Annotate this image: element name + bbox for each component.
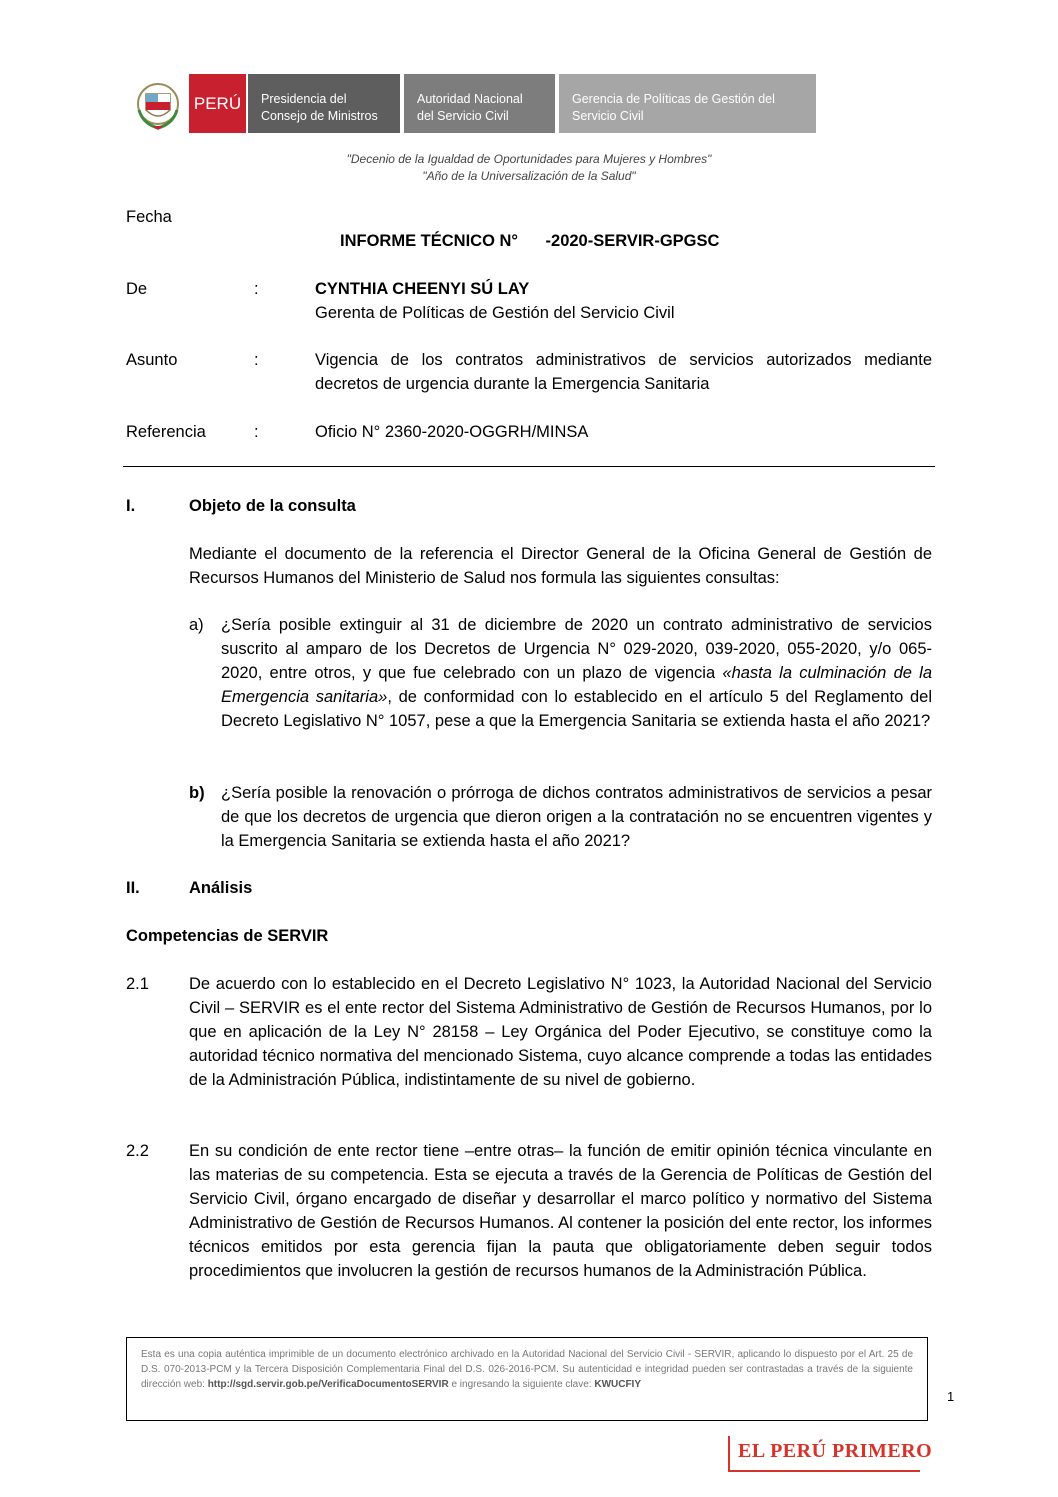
verification-text: Esta es una copia auténtica imprimible de un documento electrónico archivado en la Autoridad Nacional del Servicio Civil - SERVIR, aplicando lo dispuesto por el Art. 25 de D.S. 070-2013-PCM y la Tercera Disposición Complementaria Final del D.S. 026-2016-PCM. Su autenticidad e integridad pueden ser contrastadas a través de la siguiente dirección web: (141, 1349, 913, 1390)
page-number: 1 (947, 1389, 955, 1404)
item-b-text: ¿Sería posible la renovación o prórroga de dichos contratos administrativos de servicios a pesar de que los decretos de urgencia que dieron origen a la contratación no se encuentren vigentes y la Emergencia Sanitaria se extienda hasta el año 2021? (221, 784, 932, 850)
mottos (0, 151, 1058, 185)
header-box-servir (404, 74, 555, 133)
item-a-text-part1: ¿Sería posible extinguir al 31 de diciembre de 2020 un contrato administrativo de servicios suscrito al amparo de los Decretos de Urgencia N° 029-2020, 039-2020, 055-2020, y/o 065-2020, entre otros, y que fue celebrado con un plazo de vigencia (221, 616, 932, 682)
item-b-marker: b) (189, 784, 205, 802)
header-box-gerencia (559, 74, 816, 133)
field-asunto-sep: : (254, 351, 259, 369)
verification-url[interactable]: http://sgd.servir.gob.pe/VerificaDocumentoSERVIR (207, 1379, 449, 1390)
para-2-1-number: 2.1 (126, 975, 149, 993)
field-referencia-value: Oficio N° 2360-2020-OGGRH/MINSA (315, 423, 589, 441)
item-a-text (221, 613, 932, 733)
section-1-intro: Mediante el documento de la referencia el Director General de la Oficina General de Gestión de Recursos Humanos del Ministerio de Salud nos formula las siguientes consultas: (189, 545, 932, 587)
item-a-marker: a) (189, 616, 204, 634)
header-box-servir-line2: del Servicio Civil (417, 109, 509, 123)
para-2-1-text: De acuerdo con lo establecido en el Decreto Legislativo N° 1023, la Autoridad Nacional del Servicio Civil – SERVIR es el ente rector del Sistema Administrativo de Gestión de Recursos Humanos, por lo que en aplicación de la Ley N° 28158 – Ley Orgánica del Poder Ejecutivo, se constituye como la autoridad técnico normativa del mencionado Sistema, cuyo alcance comprende a todas las entidades de la Administración Pública, indistintamente de su nivel de gobierno. (189, 975, 932, 1089)
field-de-sep: : (254, 280, 259, 298)
header-box-pcm-line2: Consejo de Ministros (261, 109, 378, 123)
verification-mid: e ingresando la siguiente clave: (448, 1379, 595, 1390)
field-de-name: CYNTHIA CHEENYI SÚ LAY (315, 280, 530, 298)
header-box-gerencia-line2: Servicio Civil (572, 109, 644, 123)
peru-brand-box (189, 74, 246, 133)
item-a-text-part2: , de conformidad con lo establecido en el artículo 5 del Reglamento del Decreto Legislativo N° 1057, pese a que la Emergencia Sanitaria se extienda hasta el año 2021? (221, 688, 933, 730)
field-referencia-label: Referencia (126, 423, 206, 441)
field-de-label: De (126, 280, 148, 298)
header-box-gerencia-line1: Gerencia de Políticas de Gestión del (572, 92, 775, 106)
slogan-logo (728, 1436, 933, 1476)
field-asunto-label: Asunto (126, 351, 178, 369)
section-1-number: I. (126, 497, 136, 515)
para-2-2-number: 2.2 (126, 1142, 149, 1160)
header-box-pcm (248, 74, 400, 133)
field-asunto-line2: decretos de urgencia durante la Emergencia Sanitaria (315, 375, 710, 393)
field-referencia-sep: : (254, 423, 259, 441)
header-box-servir-line1: Autoridad Nacional (417, 92, 523, 106)
field-asunto-line1: Vigencia de los contratos administrativos de servicios autorizados mediante (315, 351, 932, 369)
para-2-2-text: En su condición de ente rector tiene –entre otras– la función de emitir opinión técnica vinculante en las materias de su competencia. Esta se ejecuta a través de la Gerencia de Políticas de Gestión del Servicio Civil, órgano encargado de diseñar y desarrollar el marco político y normativo del Sistema Administrativo de Gestión de Recursos Humanos. Al contener la posición del ente rector, los informes técnicos emitidos por esta gerencia fijan la pauta que obligatoriamente deben seguir todos procedimientos que involucren la gestión de recursos humanos de la Administración Pública. (189, 1142, 932, 1280)
fecha-label: Fecha (126, 208, 172, 226)
item-a-text-italic: «hasta la culminación de la Emergencia sanitaria» (221, 664, 933, 706)
motto-2: "Año de la Universalización de la Salud" (422, 169, 636, 183)
coat-of-arms-logo (133, 80, 183, 132)
peru-brand-text: PERÚ (193, 93, 242, 113)
verification-box (126, 1337, 928, 1421)
motto-1: "Decenio de la Igualdad de Oportunidades para Mujeres y Hombres" (346, 152, 712, 166)
section-2-title: Análisis (189, 879, 253, 897)
document-title: INFORME TÉCNICO N° -2020-SERVIR-GPGSC (340, 232, 720, 250)
section-1-title: Objeto de la consulta (189, 497, 356, 515)
field-de-role: Gerenta de Políticas de Gestión del Servicio Civil (315, 304, 675, 322)
header-box-pcm-line1: Presidencia del (261, 92, 347, 106)
section-2-number: II. (126, 879, 140, 897)
section-2-subtitle: Competencias de SERVIR (126, 927, 329, 945)
header-divider (123, 466, 935, 467)
slogan-text: EL PERÚ PRIMERO (738, 1440, 933, 1462)
verification-key: KWUCFIY (594, 1379, 642, 1390)
